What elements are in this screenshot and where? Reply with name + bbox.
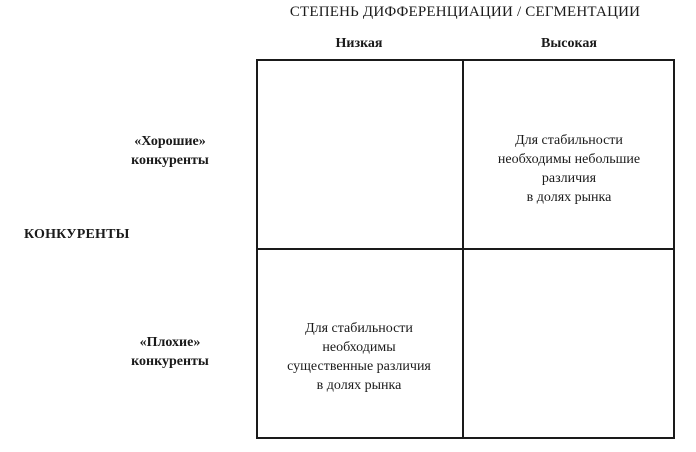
cell-bad-low-line3: существенные различия <box>287 359 431 374</box>
row-label-good-line2: конкуренты <box>131 153 209 168</box>
axis-title-differentiation: СТЕПЕНЬ ДИФФЕРЕНЦИАЦИИ / СЕГМЕНТАЦИИ <box>289 4 641 20</box>
axis-title-competitors: КОНКУРЕНТЫ <box>24 227 130 242</box>
row-label-bad-line1: «Плохие» <box>139 335 201 350</box>
cell-good-high-line1: Для стабильности <box>515 133 623 148</box>
cell-bad-low <box>262 319 456 395</box>
row-label-bad-competitors <box>100 333 240 371</box>
column-header-high: Высокая <box>541 36 597 51</box>
cell-bad-low-line4: в долях рынка <box>316 378 402 393</box>
row-label-good-line1: «Хорошие» <box>134 134 206 149</box>
row-label-good-competitors <box>100 132 240 170</box>
cell-good-high-line2: необходимы небольшие <box>497 152 641 167</box>
column-header-low: Низкая <box>335 36 383 51</box>
cell-bad-low-line2: необходимы <box>322 340 396 355</box>
cell-good-high-line4: в долях рынка <box>526 190 612 205</box>
matrix-horizontal-divider <box>256 248 675 250</box>
row-label-bad-line2: конкуренты <box>131 354 209 369</box>
cell-good-high <box>470 131 668 207</box>
cell-good-high-line3: различия <box>541 171 597 186</box>
cell-bad-low-line1: Для стабильности <box>305 321 413 336</box>
